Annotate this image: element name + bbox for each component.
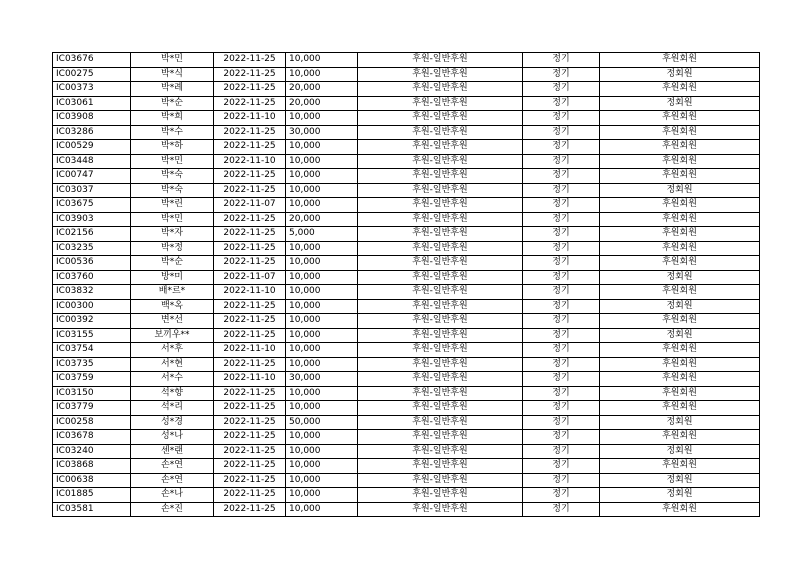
donor-id-cell: IC00392 <box>53 314 131 329</box>
donor-name-cell: 방*미 <box>131 270 214 285</box>
table-row <box>53 212 760 227</box>
donor-id-cell: IC03581 <box>53 502 131 517</box>
donation-date-cell: 2022-11-07 <box>214 270 286 285</box>
table-row <box>53 430 760 445</box>
donation-date-cell: 2022-11-25 <box>214 183 286 198</box>
donation-type-cell: 정기 <box>523 125 600 140</box>
donor-id-cell: IC03037 <box>53 183 131 198</box>
donor-name-cell: 석*리 <box>131 401 214 416</box>
table-row <box>53 328 760 343</box>
category-cell: 후원-일반후원 <box>358 125 523 140</box>
donation-date-cell: 2022-11-25 <box>214 401 286 416</box>
category-cell: 후원-일반후원 <box>358 82 523 97</box>
amount-cell: 10,000 <box>286 299 358 314</box>
donation-type-cell: 정기 <box>523 299 600 314</box>
amount-cell: 10,000 <box>286 401 358 416</box>
table-row <box>53 53 760 68</box>
donation-type-cell: 정기 <box>523 169 600 184</box>
category-cell: 후원-일반후원 <box>358 372 523 387</box>
category-cell: 후원-일반후원 <box>358 357 523 372</box>
donor-name-cell: 박*민 <box>131 53 214 68</box>
category-cell: 후원-일반후원 <box>358 488 523 503</box>
table-row <box>53 357 760 372</box>
donation-date-cell: 2022-11-25 <box>214 53 286 68</box>
donation-date-cell: 2022-11-10 <box>214 343 286 358</box>
donation-type-cell: 정기 <box>523 256 600 271</box>
donor-name-cell: 박*민 <box>131 154 214 169</box>
category-cell: 후원-일반후원 <box>358 415 523 430</box>
member-type-cell: 후원회원 <box>600 430 760 445</box>
amount-cell: 20,000 <box>286 212 358 227</box>
donation-date-cell: 2022-11-25 <box>214 502 286 517</box>
donor-id-cell: IC03678 <box>53 430 131 445</box>
amount-cell: 50,000 <box>286 415 358 430</box>
donor-id-cell: IC00747 <box>53 169 131 184</box>
member-type-cell: 정회원 <box>600 473 760 488</box>
member-type-cell: 후원회원 <box>600 241 760 256</box>
amount-cell: 10,000 <box>286 357 358 372</box>
table-row <box>53 473 760 488</box>
member-type-cell: 후원회원 <box>600 169 760 184</box>
donor-name-cell: 보끼우** <box>131 328 214 343</box>
table-row <box>53 502 760 517</box>
amount-cell: 10,000 <box>286 270 358 285</box>
member-type-cell: 정회원 <box>600 444 760 459</box>
donor-id-cell: IC03903 <box>53 212 131 227</box>
donor-id-cell: IC00258 <box>53 415 131 430</box>
member-type-cell: 후원회원 <box>600 502 760 517</box>
member-type-cell: 정회원 <box>600 270 760 285</box>
donor-id-cell: IC03240 <box>53 444 131 459</box>
member-type-cell: 후원회원 <box>600 343 760 358</box>
table-row <box>53 154 760 169</box>
category-cell: 후원-일반후원 <box>358 444 523 459</box>
donor-name-cell: 손*진 <box>131 502 214 517</box>
table-row <box>53 125 760 140</box>
donor-name-cell: 서*수 <box>131 372 214 387</box>
donation-date-cell: 2022-11-25 <box>214 357 286 372</box>
donation-type-cell: 정기 <box>523 82 600 97</box>
amount-cell: 10,000 <box>286 430 358 445</box>
member-type-cell: 후원회원 <box>600 82 760 97</box>
member-type-cell: 후원회원 <box>600 154 760 169</box>
donation-date-cell: 2022-11-25 <box>214 444 286 459</box>
table-row <box>53 256 760 271</box>
member-type-cell: 후원회원 <box>600 357 760 372</box>
table-row <box>53 415 760 430</box>
donation-date-cell: 2022-11-25 <box>214 241 286 256</box>
member-type-cell: 후원회원 <box>600 53 760 68</box>
donor-id-cell: IC03759 <box>53 372 131 387</box>
category-cell: 후원-일반후원 <box>358 386 523 401</box>
amount-cell: 10,000 <box>286 241 358 256</box>
table-row <box>53 299 760 314</box>
amount-cell: 10,000 <box>286 488 358 503</box>
donor-id-cell: IC03754 <box>53 343 131 358</box>
category-cell: 후원-일반후원 <box>358 198 523 213</box>
donor-name-cell: 박*희 <box>131 111 214 126</box>
member-type-cell: 후원회원 <box>600 256 760 271</box>
member-type-cell: 정회원 <box>600 488 760 503</box>
donation-date-cell: 2022-11-25 <box>214 67 286 82</box>
table-row <box>53 444 760 459</box>
donor-id-cell: IC03286 <box>53 125 131 140</box>
donation-type-cell: 정기 <box>523 111 600 126</box>
donation-date-cell: 2022-11-25 <box>214 256 286 271</box>
category-cell: 후원-일반후원 <box>358 169 523 184</box>
donation-date-cell: 2022-11-25 <box>214 386 286 401</box>
table-row <box>53 488 760 503</box>
donor-id-cell: IC00373 <box>53 82 131 97</box>
donation-date-cell: 2022-11-07 <box>214 198 286 213</box>
amount-cell: 10,000 <box>286 328 358 343</box>
amount-cell: 10,000 <box>286 444 358 459</box>
donor-id-cell: IC03448 <box>53 154 131 169</box>
donation-type-cell: 정기 <box>523 357 600 372</box>
amount-cell: 10,000 <box>286 183 358 198</box>
donation-type-cell: 정기 <box>523 140 600 155</box>
table-row <box>53 386 760 401</box>
table-row <box>53 270 760 285</box>
table-row <box>53 227 760 242</box>
amount-cell: 10,000 <box>286 473 358 488</box>
donor-name-cell: 서*후 <box>131 343 214 358</box>
donation-date-cell: 2022-11-25 <box>214 227 286 242</box>
table-row <box>53 401 760 416</box>
donor-name-cell: 변*선 <box>131 314 214 329</box>
donor-name-cell: 손*나 <box>131 488 214 503</box>
donor-name-cell: 박*수 <box>131 125 214 140</box>
donation-type-cell: 정기 <box>523 314 600 329</box>
member-type-cell: 후원회원 <box>600 111 760 126</box>
donor-name-cell: 박*숙 <box>131 169 214 184</box>
donor-name-cell: 백*옥 <box>131 299 214 314</box>
donor-id-cell: IC03235 <box>53 241 131 256</box>
donor-id-cell: IC03061 <box>53 96 131 111</box>
category-cell: 후원-일반후원 <box>358 343 523 358</box>
table-row <box>53 183 760 198</box>
donation-type-cell: 정기 <box>523 488 600 503</box>
member-type-cell: 정회원 <box>600 328 760 343</box>
donor-id-cell: IC03155 <box>53 328 131 343</box>
donation-date-cell: 2022-11-25 <box>214 82 286 97</box>
member-type-cell: 후원회원 <box>600 459 760 474</box>
donor-id-cell: IC00300 <box>53 299 131 314</box>
donor-id-cell: IC01885 <box>53 488 131 503</box>
donor-name-cell: 박*자 <box>131 227 214 242</box>
member-type-cell: 정회원 <box>600 299 760 314</box>
donation-date-cell: 2022-11-25 <box>214 140 286 155</box>
amount-cell: 10,000 <box>286 53 358 68</box>
donor-id-cell: IC03150 <box>53 386 131 401</box>
table-row <box>53 82 760 97</box>
donation-date-cell: 2022-11-25 <box>214 473 286 488</box>
donation-date-cell: 2022-11-25 <box>214 96 286 111</box>
donor-name-cell: 서*현 <box>131 357 214 372</box>
table-row <box>53 96 760 111</box>
category-cell: 후원-일반후원 <box>358 140 523 155</box>
donor-name-cell: 센*랜 <box>131 444 214 459</box>
amount-cell: 30,000 <box>286 125 358 140</box>
donation-date-cell: 2022-11-10 <box>214 111 286 126</box>
donation-type-cell: 정기 <box>523 372 600 387</box>
donor-id-cell: IC03868 <box>53 459 131 474</box>
donation-date-cell: 2022-11-25 <box>214 430 286 445</box>
donor-id-cell: IC03760 <box>53 270 131 285</box>
category-cell: 후원-일반후원 <box>358 111 523 126</box>
donation-type-cell: 정기 <box>523 96 600 111</box>
donation-date-cell: 2022-11-10 <box>214 372 286 387</box>
donor-id-cell: IC03832 <box>53 285 131 300</box>
donation-type-cell: 정기 <box>523 343 600 358</box>
donation-date-cell: 2022-11-25 <box>214 488 286 503</box>
donor-name-cell: 석*향 <box>131 386 214 401</box>
donation-date-cell: 2022-11-25 <box>214 459 286 474</box>
donation-type-cell: 정기 <box>523 67 600 82</box>
member-type-cell: 후원회원 <box>600 140 760 155</box>
table-row <box>53 314 760 329</box>
donation-date-cell: 2022-11-25 <box>214 169 286 184</box>
member-type-cell: 정회원 <box>600 183 760 198</box>
donor-id-cell: IC03735 <box>53 357 131 372</box>
amount-cell: 10,000 <box>286 502 358 517</box>
category-cell: 후원-일반후원 <box>358 96 523 111</box>
amount-cell: 10,000 <box>286 111 358 126</box>
donor-name-cell: 박*하 <box>131 140 214 155</box>
member-type-cell: 후원회원 <box>600 227 760 242</box>
donation-date-cell: 2022-11-25 <box>214 328 286 343</box>
donation-type-cell: 정기 <box>523 198 600 213</box>
donor-name-cell: 손*연 <box>131 473 214 488</box>
table-row <box>53 111 760 126</box>
table-row <box>53 140 760 155</box>
table-row <box>53 198 760 213</box>
member-type-cell: 후원회원 <box>600 198 760 213</box>
donation-type-cell: 정기 <box>523 459 600 474</box>
table-body <box>53 53 760 517</box>
member-type-cell: 정회원 <box>600 415 760 430</box>
category-cell: 후원-일반후원 <box>358 270 523 285</box>
donor-id-cell: IC00536 <box>53 256 131 271</box>
category-cell: 후원-일반후원 <box>358 430 523 445</box>
donor-name-cell: 배*르* <box>131 285 214 300</box>
member-type-cell: 후원회원 <box>600 372 760 387</box>
amount-cell: 10,000 <box>286 343 358 358</box>
amount-cell: 5,000 <box>286 227 358 242</box>
donor-id-cell: IC02156 <box>53 227 131 242</box>
member-type-cell: 후원회원 <box>600 314 760 329</box>
category-cell: 후원-일반후원 <box>358 67 523 82</box>
category-cell: 후원-일반후원 <box>358 401 523 416</box>
donation-type-cell: 정기 <box>523 183 600 198</box>
table-row <box>53 343 760 358</box>
amount-cell: 10,000 <box>286 198 358 213</box>
donation-type-cell: 정기 <box>523 212 600 227</box>
donor-id-cell: IC03908 <box>53 111 131 126</box>
amount-cell: 10,000 <box>286 386 358 401</box>
member-type-cell: 후원회원 <box>600 401 760 416</box>
category-cell: 후원-일반후원 <box>358 328 523 343</box>
table-row <box>53 372 760 387</box>
donation-type-cell: 정기 <box>523 473 600 488</box>
category-cell: 후원-일반후원 <box>358 314 523 329</box>
donation-date-cell: 2022-11-25 <box>214 415 286 430</box>
donor-name-cell: 성*나 <box>131 430 214 445</box>
donor-name-cell: 손*연 <box>131 459 214 474</box>
donor-name-cell: 박*례 <box>131 82 214 97</box>
donor-id-cell: IC00638 <box>53 473 131 488</box>
donation-date-cell: 2022-11-25 <box>214 299 286 314</box>
donation-date-cell: 2022-11-25 <box>214 125 286 140</box>
donation-type-cell: 정기 <box>523 154 600 169</box>
table-row <box>53 459 760 474</box>
amount-cell: 20,000 <box>286 96 358 111</box>
donation-type-cell: 정기 <box>523 53 600 68</box>
member-type-cell: 후원회원 <box>600 386 760 401</box>
donation-type-cell: 정기 <box>523 270 600 285</box>
member-type-cell: 정회원 <box>600 96 760 111</box>
donor-name-cell: 박*숙 <box>131 183 214 198</box>
member-type-cell: 정회원 <box>600 67 760 82</box>
donation-type-cell: 정기 <box>523 401 600 416</box>
donation-type-cell: 정기 <box>523 430 600 445</box>
member-type-cell: 후원회원 <box>600 125 760 140</box>
donation-date-cell: 2022-11-25 <box>214 314 286 329</box>
category-cell: 후원-일반후원 <box>358 154 523 169</box>
donation-type-cell: 정기 <box>523 227 600 242</box>
donor-id-cell: IC00529 <box>53 140 131 155</box>
donation-date-cell: 2022-11-10 <box>214 154 286 169</box>
category-cell: 후원-일반후원 <box>358 241 523 256</box>
category-cell: 후원-일반후원 <box>358 299 523 314</box>
donor-name-cell: 박*민 <box>131 212 214 227</box>
category-cell: 후원-일반후원 <box>358 459 523 474</box>
donation-type-cell: 정기 <box>523 444 600 459</box>
category-cell: 후원-일반후원 <box>358 502 523 517</box>
table-row <box>53 285 760 300</box>
donation-type-cell: 정기 <box>523 328 600 343</box>
table-row <box>53 67 760 82</box>
donor-name-cell: 박*식 <box>131 67 214 82</box>
donor-name-cell: 성*경 <box>131 415 214 430</box>
category-cell: 후원-일반후원 <box>358 256 523 271</box>
category-cell: 후원-일반후원 <box>358 285 523 300</box>
donation-type-cell: 정기 <box>523 415 600 430</box>
amount-cell: 10,000 <box>286 314 358 329</box>
table-row <box>53 241 760 256</box>
donation-type-cell: 정기 <box>523 241 600 256</box>
donor-id-cell: IC03676 <box>53 53 131 68</box>
category-cell: 후원-일반후원 <box>358 53 523 68</box>
donor-id-cell: IC00275 <box>53 67 131 82</box>
donation-type-cell: 정기 <box>523 502 600 517</box>
amount-cell: 10,000 <box>286 459 358 474</box>
donor-name-cell: 박*순 <box>131 96 214 111</box>
amount-cell: 10,000 <box>286 285 358 300</box>
donation-type-cell: 정기 <box>523 285 600 300</box>
donation-date-cell: 2022-11-10 <box>214 285 286 300</box>
donor-id-cell: IC03779 <box>53 401 131 416</box>
amount-cell: 10,000 <box>286 169 358 184</box>
category-cell: 후원-일반후원 <box>358 227 523 242</box>
category-cell: 후원-일반후원 <box>358 183 523 198</box>
amount-cell: 10,000 <box>286 256 358 271</box>
amount-cell: 30,000 <box>286 372 358 387</box>
donor-name-cell: 박*순 <box>131 256 214 271</box>
donation-type-cell: 정기 <box>523 386 600 401</box>
donor-name-cell: 박*린 <box>131 198 214 213</box>
amount-cell: 10,000 <box>286 67 358 82</box>
table-row <box>53 169 760 184</box>
member-type-cell: 후원회원 <box>600 285 760 300</box>
donation-date-cell: 2022-11-25 <box>214 212 286 227</box>
amount-cell: 10,000 <box>286 140 358 155</box>
amount-cell: 10,000 <box>286 154 358 169</box>
amount-cell: 20,000 <box>286 82 358 97</box>
donor-id-cell: IC03675 <box>53 198 131 213</box>
category-cell: 후원-일반후원 <box>358 212 523 227</box>
donation-table <box>52 52 760 517</box>
member-type-cell: 후원회원 <box>600 212 760 227</box>
category-cell: 후원-일반후원 <box>358 473 523 488</box>
donor-name-cell: 박*정 <box>131 241 214 256</box>
